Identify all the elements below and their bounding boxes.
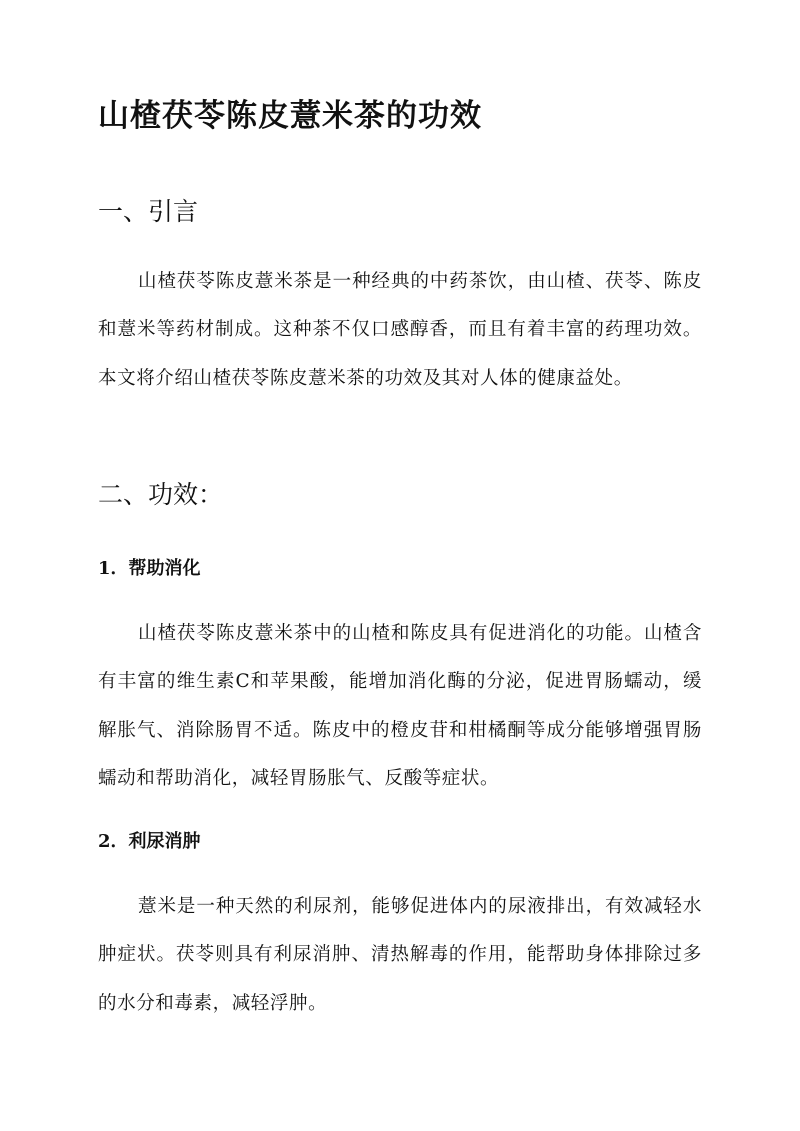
section-heading-intro: 一、引言 xyxy=(98,197,199,226)
document-title: 山楂茯苓陈皮薏米茶的功效 xyxy=(98,98,482,134)
digestion-paragraph: 山楂茯苓陈皮薏米茶中的山楂和陈皮具有促进消化的功能。山楂含有丰富的维生素C和苹果酸，能增加消化酶的分泌，促进胃肠蠕动，缓解胀气、消除肠胃不适。陈皮中的橙皮苷和柑橘酮等成分能够增强胃肠蠕动和帮助消化，减轻胃肠胀气、反酸等症状。 xyxy=(98,623,702,789)
subsection-heading-diuretic: 2．利尿消肿 xyxy=(98,831,201,852)
diuretic-paragraph: 薏米是一种天然的利尿剂，能够促进体内的尿液排出，有效减轻水肿症状。茯苓则具有利尿消肿、清热解毒的作用，能帮助身体排除过多的水分和毒素，减轻浮肿。 xyxy=(98,896,702,1014)
intro-paragraph: 山楂茯苓陈皮薏米茶是一种经典的中药茶饮，由山楂、茯苓、陈皮和薏米等药材制成。这种茶不仅口感醇香，而且有着丰富的药理功效。本文将介绍山楂茯苓陈皮薏米茶的功效及其对人体的健康益处。 xyxy=(98,271,702,389)
subsection-heading-digestion: 1．帮助消化 xyxy=(98,558,201,579)
section-heading-effects: 二、功效： xyxy=(98,480,224,509)
